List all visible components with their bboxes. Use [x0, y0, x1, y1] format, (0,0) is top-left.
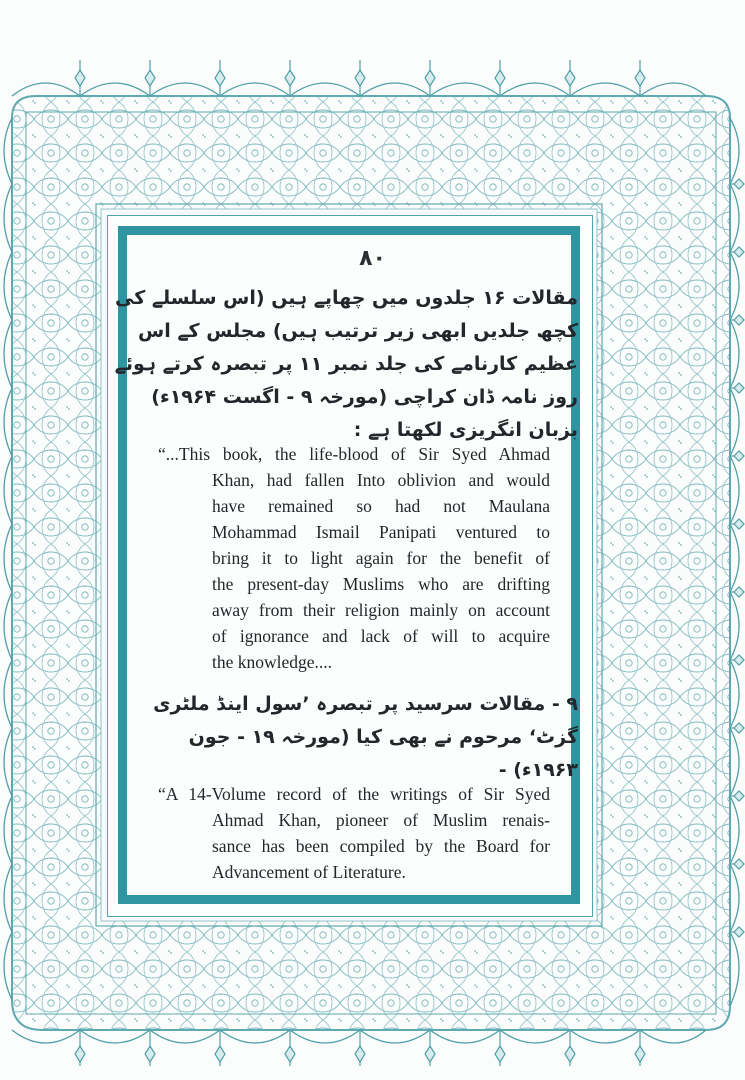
quote-line: Ahmad Khan, pioneer of Muslim renais- — [212, 810, 550, 830]
quote-line: sance has been compiled by the Board for — [212, 836, 550, 856]
urdu-paragraph-1 — [114, 282, 578, 447]
quote-line: Khan, had fallen Into oblivion and would — [212, 470, 550, 490]
urdu-line: ۹ - مقالات سرسید پر تبصرہ ’سول اینڈ ملٹری — [153, 693, 578, 715]
english-quote-1 — [158, 441, 550, 675]
quote-line: have remained so had not Maulana — [212, 496, 550, 516]
quote-line: Advancement of Literature. — [212, 862, 406, 882]
urdu-line: کچھ جلدیں ابھی زیر ترتیب ہیں) مجلس کے اس — [138, 320, 578, 342]
quote-line: Mohammad Ismail Panipati ventured to — [212, 522, 550, 542]
quote-line: “...This book, the life-blood of Sir Syed Ahmad — [158, 444, 550, 464]
quote-line: away from their religion mainly on account — [212, 600, 550, 620]
urdu-line: مقالات ۱۶ جلدوں میں چھاپے ہیں (اس سلسلے کی — [115, 287, 578, 309]
urdu-line: گزٹ‘ مرحوم نے بھی کیا (مورخہ ۱۹ - جون — [188, 726, 578, 748]
quote-line: “A 14-Volume record of the writings of Sir Syed — [158, 784, 550, 804]
quote-line: of ignorance and lack of will to acquire — [212, 626, 550, 646]
urdu-line: ۱۹۶۳ء) - — [498, 759, 578, 781]
english-quote-2 — [158, 781, 550, 885]
quote-line: bring it to light again for the benefit of — [212, 548, 550, 568]
quote-line: the present-day Muslims who are drifting — [212, 574, 550, 594]
urdu-line: بزبان انگریزی لکھتا ہے : — [353, 419, 578, 441]
quote-line: the knowledge.... — [212, 652, 333, 672]
urdu-paragraph-2 — [150, 688, 578, 787]
page-number: ۸۰ — [359, 246, 386, 271]
urdu-line: روز نامہ ڈان کراچی (مورخہ ۹ - اگست ۱۹۶۴ء) — [151, 386, 578, 408]
urdu-line: عظیم کارنامے کی جلد نمبر ۱۱ پر تبصرہ کرتے ہوئے — [114, 353, 578, 375]
